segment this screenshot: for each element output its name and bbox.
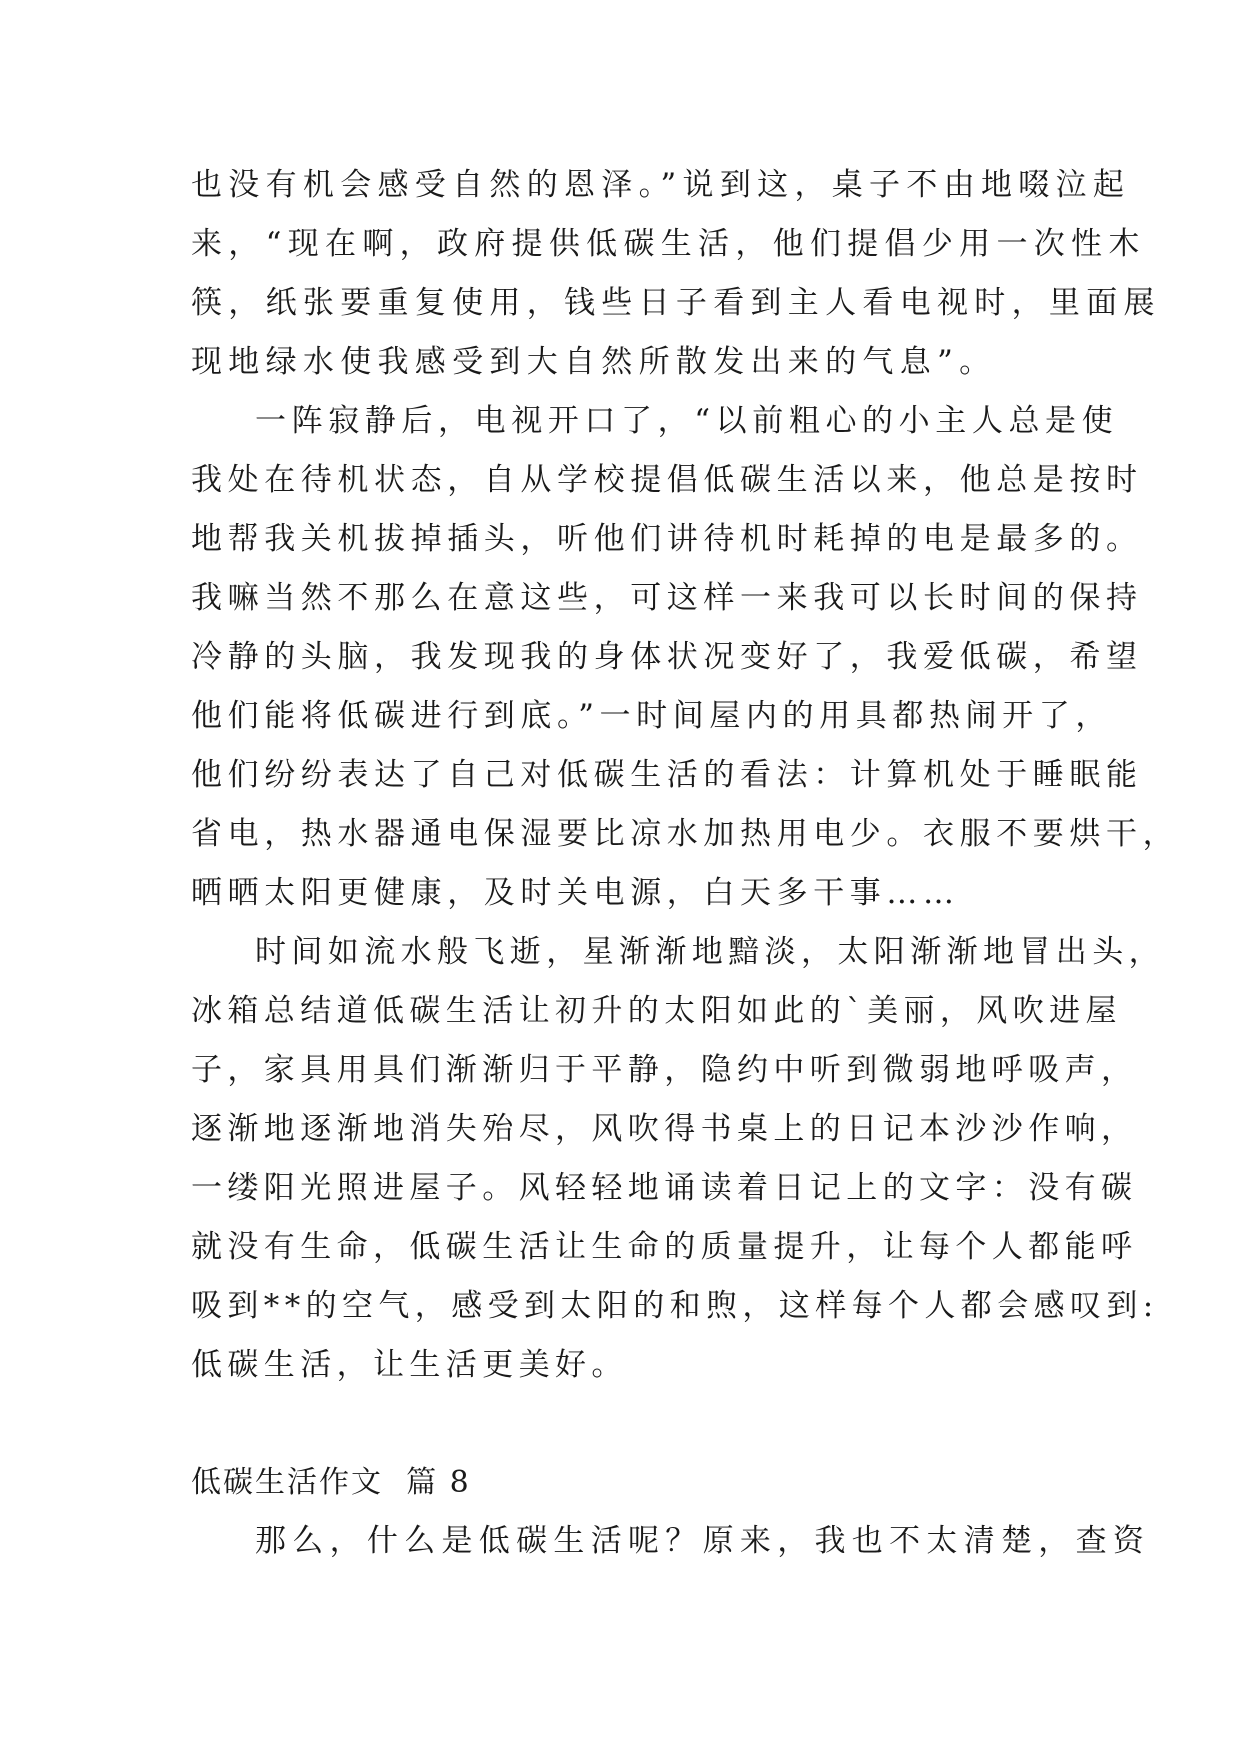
text-line: 子，家具用具们渐渐归于平静，隐约中听到微弱地呼吸声，	[191, 1052, 1138, 1088]
text-line: 就没有生命，低碳生活让生命的质量提升，让每个人都能呼	[191, 1229, 1138, 1265]
text-line: 我嘛当然不那么在意这些，可这样一来我可以长时间的保持	[191, 580, 1143, 616]
text-line: 吸到**的空气，感受到太阳的和煦，这样每个人都会感叹到:	[191, 1288, 1159, 1324]
text-line: 他们纷纷表达了自己对低碳生活的看法：计算机处于睡眠能	[191, 757, 1143, 793]
text-line: 低碳生活，让生活更美好。	[191, 1347, 628, 1383]
paragraph-3	[191, 923, 1165, 1395]
text-line: 他们能将低碳进行到底。”一时间屋内的用具都热闹开了，	[191, 698, 1112, 734]
paragraph-2	[191, 392, 1179, 923]
text-line: 省电，热水器通电保湿要比凉水加热用电少。衣服不要烘干，	[191, 816, 1180, 852]
text-line: 筷，纸张要重复使用，钱些日子看到主人看电视时，里面展	[191, 285, 1161, 321]
text-line: 逐渐地逐渐地消失殆尽，风吹得书桌上的日记本沙沙作响，	[191, 1111, 1138, 1147]
text-line: 来，“现在啊，政府提供低碳生活，他们提倡少用一次性木	[191, 226, 1146, 262]
text-line: 现地绿水使我感受到大自然所散发出来的气息”。	[191, 344, 997, 380]
text-line: 冰箱总结道低碳生活让初升的太阳如此的`美丽，风吹进屋	[191, 993, 1122, 1029]
text-line: 一缕阳光照进屋子。风轻轻地诵读着日记上的文字：没有碳	[191, 1170, 1138, 1206]
text-line: 冷静的头脑，我发现我的身体状况变好了，我爱低碳，希望	[191, 639, 1143, 675]
text-line: 晒晒太阳更健康，及时关电源，白天多干事……	[191, 875, 960, 911]
text-line: 那么，什么是低碳生活呢？原来，我也不太清楚，查资	[255, 1523, 1151, 1559]
text-line: 时间如流水般飞逝，星渐渐地黯淡，太阳渐渐地冒出头，	[255, 934, 1165, 970]
text-line: 我处在待机状态，自从学校提倡低碳生活以来，他总是按时	[191, 462, 1143, 498]
section-heading: 低碳生活作文 篇 8	[191, 1465, 471, 1500]
paragraph-1	[191, 156, 1161, 392]
text-line: 也没有机会感受自然的恩泽。”说到这，桌子不由地啜泣起	[191, 167, 1131, 203]
text-line: 地帮我关机拔掉插头，听他们讲待机时耗掉的电是最多的。	[191, 521, 1143, 557]
paragraph-4	[191, 1512, 1150, 1571]
text-line: 一阵寂静后，电视开口了，“以前粗心的小主人总是使	[255, 403, 1119, 439]
